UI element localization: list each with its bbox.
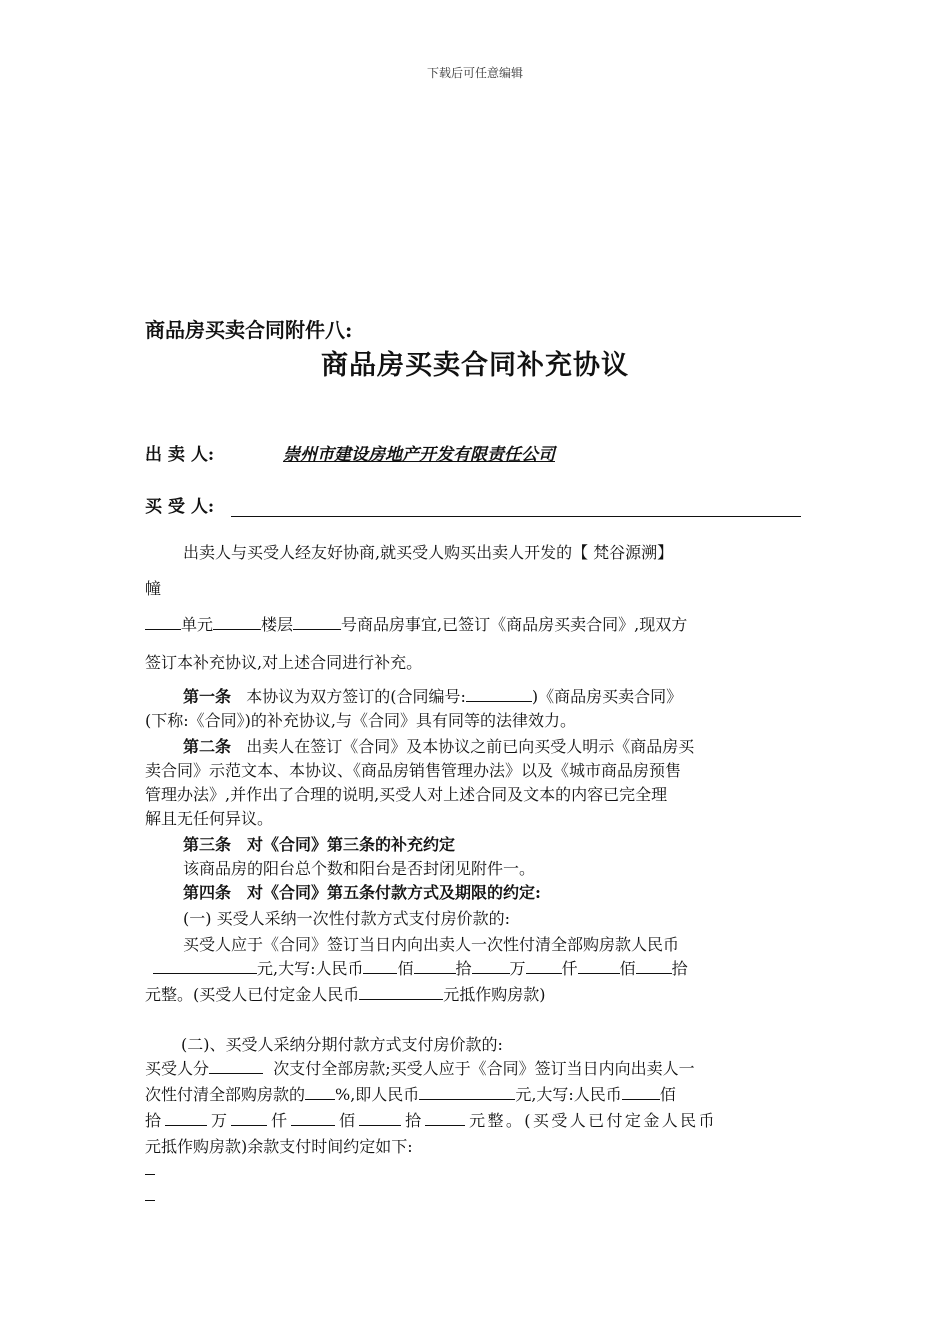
article-2-heading: 第二条 bbox=[183, 737, 232, 756]
schedule-blank-2 bbox=[145, 1186, 155, 1201]
seller-name: 崇州市建设房地产开发有限责任公司 bbox=[283, 445, 555, 465]
installments-tail: 次支付全部房款;买受人应于《合同》签订当日内向出卖人一 bbox=[273, 1059, 695, 1078]
article-2-line-4: 解且无任何异议。 bbox=[145, 809, 274, 828]
article-2-line-3: 管理办法》,并作出了合理的说明,买受人对上述合同及文本的内容已完全理 bbox=[145, 785, 668, 804]
installment-schedule-blank-2 bbox=[145, 1186, 155, 1205]
wan-blank bbox=[472, 959, 510, 974]
rmb-blank bbox=[419, 1085, 515, 1100]
article-4-s2-line-4: 元抵作购房款)余款支付时间约定如下: bbox=[145, 1137, 413, 1156]
percent-blank bbox=[305, 1085, 335, 1100]
article-4-s1-line-2 bbox=[153, 956, 688, 979]
deposit-tail: 元抵作购房款) bbox=[443, 985, 546, 1004]
qian-blank-2 bbox=[291, 1111, 335, 1126]
amount-text: 元,大写:人民币 bbox=[257, 959, 364, 978]
article-1-line-1 bbox=[183, 684, 682, 707]
shi-blank-2 bbox=[636, 959, 672, 974]
page-header: 下载后可任意编辑 bbox=[426, 66, 523, 80]
intro-line-4: 签订本补充协议,对上述合同进行补充。 bbox=[145, 653, 423, 672]
article-3-text: 该商品房的阳台总个数和阳台是否封闭见附件一。 bbox=[183, 859, 536, 878]
floor-blank bbox=[213, 615, 261, 630]
unit-wan-2: 万 bbox=[211, 1111, 228, 1130]
unit-bai-4: 佰 bbox=[339, 1111, 356, 1130]
bai-blank bbox=[363, 959, 397, 974]
wan-blank-2 bbox=[231, 1111, 267, 1126]
annex-subtitle: 商品房买卖合同附件八: bbox=[145, 318, 353, 342]
rmb-text: %,即人民币 bbox=[335, 1085, 420, 1104]
shi-blank-4 bbox=[425, 1111, 465, 1126]
article-4-section-2: (二)、买受人采纳分期付款方式支付房价款的: bbox=[181, 1035, 503, 1054]
unit-qian-2: 仟 bbox=[271, 1111, 288, 1130]
installments-blank bbox=[209, 1059, 263, 1074]
article-4-s2-line-3 bbox=[145, 1108, 717, 1131]
schedule-blank-1 bbox=[145, 1160, 155, 1175]
deposit-text-2: 元整。(买受人已付定金人民币 bbox=[469, 1111, 717, 1130]
article-1-text: 本协议为双方签订的(合同编号: bbox=[246, 687, 466, 706]
buyer-label: 买 受 人: bbox=[145, 497, 215, 517]
document-title: 商品房买卖合同补充协议 bbox=[321, 350, 629, 381]
article-4-s2-line-1 bbox=[145, 1056, 695, 1079]
buyer-blank bbox=[231, 500, 801, 517]
article-2-line-1 bbox=[183, 734, 694, 757]
unit-shi-3: 拾 bbox=[145, 1111, 162, 1130]
intro-line-2: 幢 bbox=[145, 579, 162, 598]
article-4-section-1: (一) 买受人采纳一次性付款方式支付房价款的: bbox=[183, 909, 510, 928]
installments-text: 买受人分 bbox=[145, 1059, 210, 1078]
capital-text: 元,大写:人民币 bbox=[515, 1085, 622, 1104]
floor-text: 楼层 bbox=[261, 615, 294, 634]
installment-schedule-blank-1 bbox=[145, 1160, 155, 1179]
unit-wan: 万 bbox=[509, 959, 526, 978]
unit-bai-3: 佰 bbox=[659, 1085, 676, 1104]
bai-blank-2 bbox=[578, 959, 620, 974]
article-1-text-2: )《商品房买卖合同》 bbox=[531, 687, 683, 706]
qian-blank bbox=[526, 959, 562, 974]
bai-blank-4 bbox=[359, 1111, 401, 1126]
intro-line-3-tail: 号商品房事宜,已签订《商品房买卖合同》,现双方 bbox=[341, 615, 688, 634]
unit-bai-2: 佰 bbox=[619, 959, 636, 978]
price-blank bbox=[153, 959, 257, 974]
article-2-line-2: 卖合同》示范文本、本协议、《商品房销售管理办法》以及《城市商品房预售 bbox=[145, 761, 682, 780]
shi-blank bbox=[414, 959, 456, 974]
buyer-row bbox=[145, 492, 801, 517]
unit-blank bbox=[145, 615, 181, 630]
article-2-text: 出卖人在签订《合同》及本协议之前已向买受人明示《商品房买 bbox=[246, 737, 695, 756]
article-4-s1-line-3 bbox=[145, 982, 546, 1005]
bai-blank-3 bbox=[622, 1085, 660, 1100]
shi-blank-3 bbox=[165, 1111, 207, 1126]
seller-label: 出 卖 人: bbox=[145, 445, 215, 465]
unit-text: 单元 bbox=[181, 615, 214, 634]
intro-line-3 bbox=[145, 612, 687, 635]
deposit-text: 元整。(买受人已付定金人民币 bbox=[145, 985, 360, 1004]
article-3-heading: 第三条 对《合同》第三条的补充约定 bbox=[183, 835, 456, 854]
percent-text: 次性付清全部购房款的 bbox=[145, 1085, 306, 1104]
unit-shi-2: 拾 bbox=[671, 959, 688, 978]
article-4-s1-line-1: 买受人应于《合同》签订当日内向出卖人一次性付清全部购房款人民币 bbox=[183, 935, 680, 954]
seller-row bbox=[145, 440, 555, 465]
unit-shi: 拾 bbox=[455, 959, 472, 978]
unit-qian: 仟 bbox=[561, 959, 578, 978]
article-4-s2-line-2 bbox=[145, 1082, 676, 1105]
intro-line-1: 出卖人与买受人经友好协商,就买受人购买出卖人开发的【 梵谷源溯】 bbox=[183, 543, 674, 562]
unit-shi-4: 拾 bbox=[405, 1111, 422, 1130]
article-1-heading: 第一条 bbox=[183, 687, 232, 706]
contract-number-blank bbox=[466, 687, 532, 702]
article-4-heading: 第四条 对《合同》第五条付款方式及期限的约定: bbox=[183, 883, 541, 902]
article-1-line-2: (下称:《合同》)的补充协议,与《合同》具有同等的法律效力。 bbox=[145, 711, 576, 730]
deposit-blank bbox=[359, 985, 443, 1000]
unit-bai: 佰 bbox=[397, 959, 414, 978]
number-blank bbox=[293, 615, 341, 630]
